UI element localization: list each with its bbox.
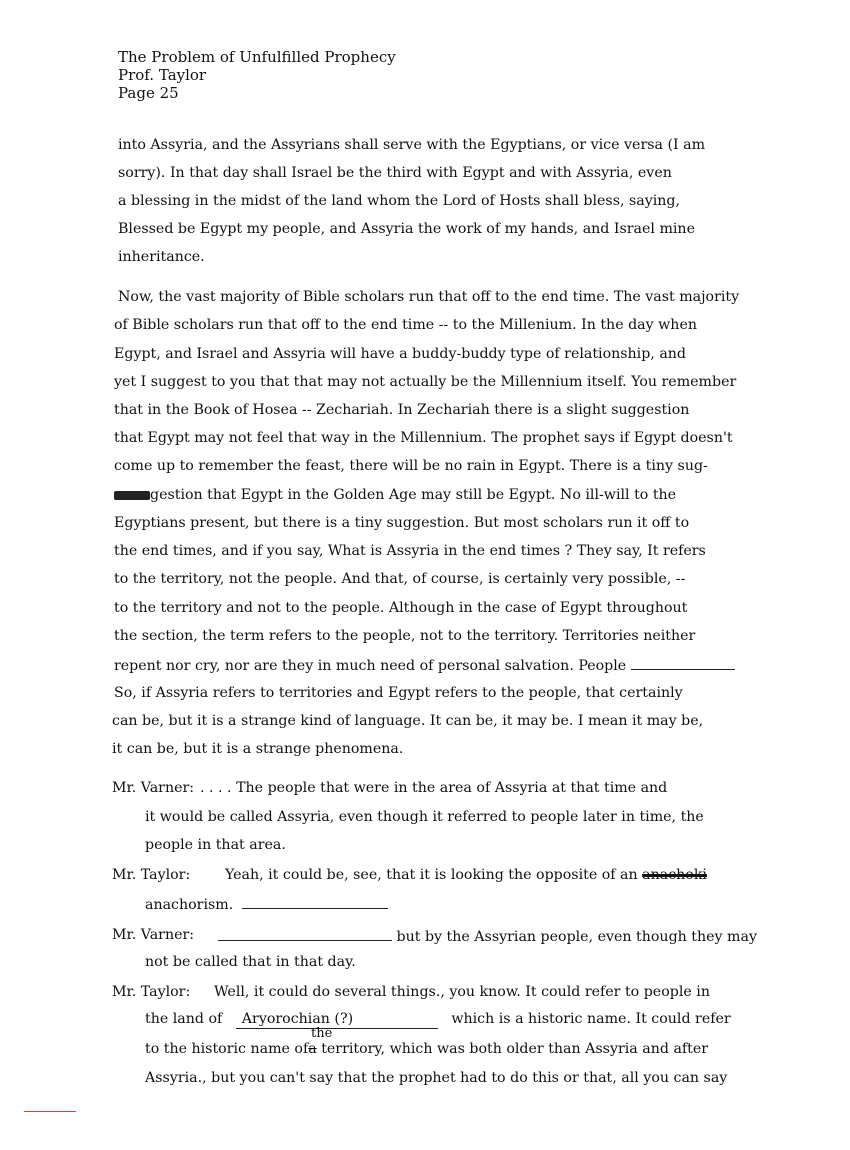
text-line: sorry). In that day shall Israel be the third with Egypt and with Assyria, even xyxy=(118,165,672,181)
text-line: to the historic name ofa territory, which was both older than Assyria and after xyxy=(145,1041,709,1057)
text-line: anachorism. xyxy=(145,894,388,914)
text-line: Yeah, it could be, see, that it is looking the opposite of an anachoki xyxy=(225,867,707,883)
text-line: Blessed be Egypt my people, and Assyria the work of my hands, and Israel mine xyxy=(118,221,695,237)
text-line: of Bible scholars run that off to the end time -- to the Millenium. In the day when xyxy=(114,317,697,333)
text-line: . . . . The people that were in the area of Assyria at that time and xyxy=(200,780,668,796)
text-line: Assyria., but you can't say that the prophet had to do this or that, all you can say xyxy=(145,1070,728,1086)
doc-page-number: Page 25 xyxy=(118,84,179,102)
text-line: it would be called Assyria, even though it referred to people later in time, the xyxy=(145,809,704,825)
text-line: but by the Assyrian people, even though they may xyxy=(218,926,757,946)
doc-title: The Problem of Unfulfilled Prophecy xyxy=(118,48,396,66)
doc-author: Prof. Taylor xyxy=(118,66,207,84)
text-line: So, if Assyria refers to territories and Egypt refers to the people, that certainly xyxy=(114,685,683,701)
text-line: Now, the vast majority of Bible scholars run that off to the end time. The vast majority xyxy=(118,289,740,305)
text-line: people in that area. xyxy=(145,837,286,853)
text-line: that in the Book of Hosea -- Zechariah. In Zechariah there is a slight suggestion xyxy=(114,402,690,418)
speaker-label: Mr. Taylor: xyxy=(112,867,191,883)
text-line: not be called that in that day. xyxy=(145,954,356,970)
margin-mark xyxy=(24,1111,76,1112)
handwritten-insert: the xyxy=(311,1026,333,1041)
ink-smudge xyxy=(114,491,150,500)
struck-letter: a xyxy=(308,1041,317,1057)
text-line: the end times, and if you say, What is Assyria in the end times ? They say, It refers xyxy=(114,543,706,559)
underlined-name: Aryorochian (?) xyxy=(236,1010,438,1029)
text-line: that Egypt may not feel that way in the Millennium. The prophet says if Egypt doesn't xyxy=(114,430,733,446)
text-line: can be, but it is a strange kind of language. It can be, it may be. I mean it may be, xyxy=(112,713,704,729)
text-line: Well, it could do several things., you know. It could refer to people in xyxy=(214,984,710,1000)
text-line: Egypt, and Israel and Assyria will have a buddy-buddy type of relationship, and xyxy=(114,346,686,362)
text-line: the section, the term refers to the people, not to the territory. Territories neither xyxy=(114,628,696,644)
speaker-label: Mr. Taylor: xyxy=(112,984,191,1000)
text-line: yet I suggest to you that that may not actually be the Millennium itself. You remember xyxy=(114,374,737,390)
text-line: a blessing in the midst of the land whom the Lord of Hosts shall bless, saying, xyxy=(118,193,681,209)
text-line: gestion that Egypt in the Golden Age may still be Egypt. No ill-will to the xyxy=(114,486,676,504)
text-line: Egyptians present, but there is a tiny suggestion. But most scholars run it off to xyxy=(114,515,690,531)
text-line: repent nor cry, nor are they in much need of personal salvation. People xyxy=(114,655,735,675)
struck-word: anachoki xyxy=(642,867,707,883)
text-line: it can be, but it is a strange phenomena. xyxy=(112,741,404,757)
text-line: come up to remember the feast, there will be no rain in Egypt. There is a tiny sug- xyxy=(114,458,708,474)
text-line: inheritance. xyxy=(118,249,205,265)
text-line: the land of Aryorochian (?) which is a historic name. It could refer xyxy=(145,1011,731,1027)
blank-line xyxy=(242,894,388,909)
text-line: to the territory and not to the people. Although in the case of Egypt throughout xyxy=(114,600,688,616)
blank-line xyxy=(631,655,735,670)
speaker-label: Mr. Varner: xyxy=(112,780,195,796)
text-line: into Assyria, and the Assyrians shall serve with the Egyptians, or vice versa (I am xyxy=(118,137,706,153)
blank-line xyxy=(218,926,392,941)
text-line: to the territory, not the people. And that, of course, is certainly very possible, -- xyxy=(114,571,686,587)
speaker-label: Mr. Varner: xyxy=(112,927,195,943)
